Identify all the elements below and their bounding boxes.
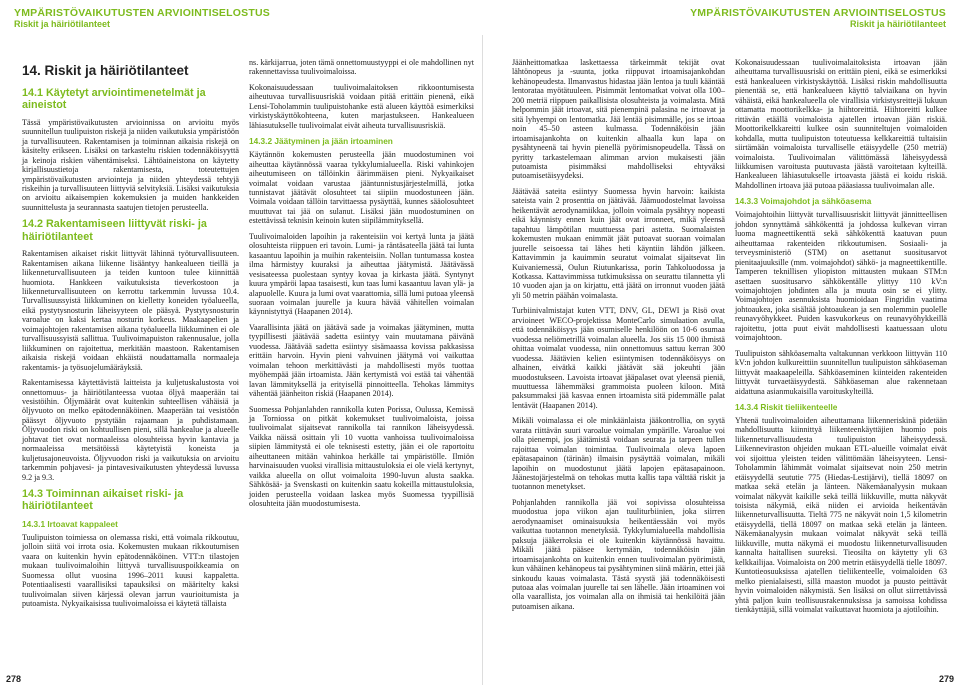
col3-paragraph-5: Pohjanlahden rannikolla jää voi sopivissa olosuhteissa muodostua jopa viikon ajan tuuliturbiinien, joka siirren aerodynaamiset ominaisuuksia heikentäessään voi myös vaikuttaa tuotannon menetyksiä. Tykkylumialueella mahdollisia paksuja jääkerroksia ei ole kuitenkin käytännössä havaittu. Mikäli jäätä pääsee kertymään, todennäköisin jään irtoamisajankohta on kuitenkin ennen tuulivoimalan pyörimistä, kun vähäinen kehänopeus tai pysähtyminen siinä määrin, ettei jää sinkoudu kauas voimalasta. Tästä syystä jää todennäköisesti putoaa alas voimalan juurelle tai sen lähelle. Jään irtoaminen voi olla vaarallista, jos voimalan alla on ihmisiä tai henkilöitä jään putoamisen aikana. [512, 497, 725, 611]
left-header-subtitle: Riskit ja häiriötilanteet [14, 19, 111, 29]
col2-paragraph-1: ns. kärkijarrua, joten tämä onnettomuustyyppi ei ole mahdollinen nyt rakennettavissa tuulivoimaloissa. [249, 58, 474, 77]
section-14-1-paragraph: Tässä ympäristövaikutusten arvioinnissa on arvioitu myös suunnitellun tuulipuiston riskejä ja niiden vaikutuksia ympäristöön ja turvallisuuteen. Rakentamisen ja toiminnan aikaisia riskejä on käsitelty erikseen. Lisäksi on tarkasteltu riskien todennäköisyyttä ja keinoja riskien vähentämiseksi. Lähtöaineistona on käytetty kirjallisuustietoja rakentamisesta, toteutettujen ympäristövaikutusten arviointeja ja niiden yhteydessä tehtyjä riskeihin ja turvallisuuteen liittyviä selvityksiä. Lisäksi vaikutuksia on arvioitu aikaisempien kokemuksien ja muiden hankkeiden suunnittelusta ja seurannasta saatujen tietojen perusteella. [22, 117, 239, 212]
col3-paragraph-3: Turbiinivalmistajat kuten VTT, DNV, GL, DEWI ja Risö ovat arvioineet WECO-projektissa MonteCarlo simulaation avulla, että todennäköisyys jään osumiselle henkilöön on 10-6 osumaa vuodessa neliömetrillä voimalan alueella. Jos siis 15 000 ihmistä ohittaa voimalat vuodessa, niin onnettomuus sattuu kerran 300 vuodessa. Jäätävien kelien esiintymisen todennäköisyys on alhainen, eivätkä kaikki jäätävät sää jokeuhti jään muodostukseen. Lavoista irtoavat jääpalaset ovat yleensä pieniä, muuttuessa lähemmäksi grammoista puoleen kiloon. Mitä paksummaksi jää kasvaa ennen irtoamista sitä pidemmälle palat lentävät (Haapanen 2014). [512, 306, 725, 410]
right-page-number: 279 [938, 674, 954, 684]
left-page-header [14, 8, 270, 30]
left-page-number: 278 [6, 674, 22, 684]
section-14-1-heading: 14.1 Käytetyt arviointimenetelmät ja aineistot [22, 87, 206, 112]
chapter-title: 14. Riskit ja häiriötilanteet [22, 63, 189, 78]
section-14-2-paragraph-2: Rakentamisessa käytettävistä laitteista ja kuljetuskalustosta voi onnettomuus- ja häiriötilanteessa vuotaa öljyä maaperään tai vesistöihin. Öljymäärät ovat kuitenkin suhteellisen vähäisiä ja öljyvuoto on melko epätodennäköinen. Maaperään tai vesistöön päässyt öljyvuoto pystytään rajaamaan ja puhdistamaan. Öljyvuodon riski on kohtuullisen pieni, sillä hankealue ja alueelle johtavat tiet ovat normaaleissa olosuhteissa hyvin kantavia ja normaaleissa metsätöissä käytetyistä koneista ja kuljetusajoneuvoista. Öljyvuodon riski ja vaikutuksia on arvioitu tarkemmin pohjavesi- ja pintavesivaikutusten yhteydessä luvussa 9.2 ja 9.3. [22, 378, 239, 482]
section-14-2-heading: 14.2 Rakentamiseen liittyvät riski- ja häiriötilanteet [22, 218, 207, 243]
col4-paragraph-1: Kokonaisuudessaan tuulivoimalaitoksista irtoavan jään aiheuttama turvallisuusriski on erittäin pieni, eikä se esimerkiksi estä hankealueen virkistyskäyttöä. Lisäksi riskin mahdollisuutta pienentää se, että hankealueen käyttö talviaikana on hyvin vähäistä, eikä hankealueella ole virallisia virkistysreittejä lukuun ottamatta moottorikelkka- ja hiihtoreittiä. Hiihtoreitti kulkee rittävän etäällä voimaloista ajatellen irtoavan jään riskiä. Moottorikelkkareitti kulkee osin suunniteltujen voimaloiden kohdalla, mutta tuulipuiston toteutuessa kelkkareittiä tultaisiin siirtämään voimaloista turvalliselle etäisyydelle (250 metriä) voimaloista. Tuulivoimalan välittömässä läheisyydessä liikkumisen varoitusta puutuvasta jäästä varoitetaan kylteillä. Hankealueen lähiasutukselle irtoavasta jäästä ei koidu riskiä. Mahdollinen irtoava jää putoaa pääasiassa tuulivoimalan alle. [735, 58, 947, 190]
section-14-3-3-heading: 14.3.3 Voimajohdot ja sähköasema [735, 196, 872, 207]
section-14-3-2-heading: 14.3.2 Jäätyminen ja jään irtoaminen [249, 136, 393, 147]
col3-paragraph-4: Mikäli voimalassa ei ole minkäänlaista jääkontrollia, on syytä varata riittävän suuri varoalue voimalan ympärille. Varoalue voi olla pienempi, jos jäätämistä voidaan seurata ja tarpeen tullen rajoittaa voimalan toimintaa. Tuulivoimala oleva lapoen epätasapainon (tärinän) ilmaisin pysäyttää voimalan, mikäli lapoihin on muodostunut jäätä lapojen epätasapainoon. Jäänestojärjestelmä on tehokas mutta kallis tapa välttää riskit ja tuotannon menetykset. [512, 416, 725, 492]
col2-paragraph-6: Suomessa Pohjanlahden rannikolla kuten Porissa, Oulussa, Kemissä ja Torniossa on pitkät kokemukset tuulivoimaloista, joissa tuulivoimalat sijaitsevat rannikolla tai rannikon läheisyydessä. Vaikka näissä osittain yli 10 vuotta vanhoissa tuulivoimaloissa siipien lämmitystä ei ole teknisesti estetty, jään ei ole raportoitu aiheuttaneen mitään vahinkoa herkälle tai ympäristölle. Ilmiön harvinaisuuden vuoksi virallisia mittaustuloksia ei ole vielä kertynyt, vaikka alueella on ollut voimaloita 1990-luvun alusta saakka. Sähkösää- ja Svenskasti on kuitenkin saatu kokeilla mittaustuloksia, joiden perusteella voidaan laskea myös Suomessa tyypillisiä olosuhteita jään muodostumisesta. [249, 404, 474, 509]
left-header-title: YMPÄRISTÖVAIKUTUSTEN ARVIOINTISELOSTUS [14, 7, 270, 19]
col2-paragraph-3: Käytännön kokemusten perusteella jään muodostuminen voi aiheuttaa käytännössä vaaraa tykkylumialueella. Riski vahinkojen aiheutumiseen on tällöinkin äärimmäisen pieni. Nykyaikaiset voimalat voidaan varustaa jääntunnistusjärjestelmillä, jotka tunnistavat jäätävät olosuhteet tai siipiin muodostuneen jään. Voimala voidaan tällöin tarvittaessa pysäyttää, kunnes sääolosuhteet muuttuvat tai jää on sulanut. Lisäksi jään muodostuminen on estettävissä teknisin keinoin kuten siipilämmityksellä. [249, 150, 474, 226]
right-header-subtitle: Riskit ja häiriötilanteet [849, 19, 946, 29]
section-14-2-paragraph-1: Rakentamisen aikaiset riskit liittyvät lähinnä työturvallisuuteen. Rakentamisen aikana liikenne lisääntyy hankealueen tieillä ja liikenneturvallisuuteen ja teiden kuntoon tulee kiinnittää huomiota. Hankkeen vaikutuksista tieverkostoon ja liikenneturvallisuuteen on kerrottu tarkemmin luvussa 10.4. Turvallisuussyistä liikkuminen on kielletty koneiden työalueella, eikä pystytysnosturin läheisyyteen ole pääsyä. Pystytysnosturin varoalue on kaksi kertaa nosturin korkeus. Maakaapelien ja voimajohtojen rakentamisen aikana työalueella liikkuminen ei ole turvallisuussyistä sallittua. Tuulivoimapuiston rakennusalue, jolla liikkuminen on rajoitettua, merkitään maastoon. Rakentamisen aikaisia riskejä voidaan ehkäistä noudattamalla normaaleja rakentamis- ja työsuojelumääräyksiä. [22, 249, 239, 372]
col3-paragraph-1: Jäänheittomatkaa laskettaessa tärkeimmät tekijät ovat lähtönopeus ja -suunta, jotka riippuvat irtoamisajankohdan kehänopeudesta. Ilmanvastus hidastaa jään lentoa ja tuuli kääntää lentorataa myötätuuleen. Pisimmät lentomatkat voivat olla 100–200 metriä riippuen paikallisista olosuhteista ja voimalasta. Mitä helpommin jäät irtoavat, sitä pienempinä palasina ne irtoavat ja sitä lyhyempi on lentomatka. Jää lentää pisimmälle, jos se irtoaa noin 45–50 asteen kulmassa. Todennäköisin jään irtoamisajankohta on kuitenkin alhaalla kun lapa on pysähtyneenä tai hyvin pienellä pyörimisnopeudella. Tässä on pyritty tarkastelemaan alimman arvion mukaisesti jään putoamista pisimmäksi mahdolliseksi ehtyväksi putoamisetäisyydeksi. [512, 58, 725, 181]
column-3 [512, 58, 725, 617]
column-1 [22, 56, 239, 614]
column-2 [249, 58, 474, 514]
right-page-header [690, 8, 946, 30]
right-header-title: YMPÄRISTÖVAIKUTUSTEN ARVIOINTISELOSTUS [690, 7, 946, 19]
page-spine-divider [482, 35, 483, 685]
col2-paragraph-2: Kokonaisuudessaan tuulivoimalaitoksen rikkoontumisesta aiheutuvaa turvallisuusriskiä voidaan pitää erittäin pienenä, eikä Lensi-Toholammin tuulipuistohanke estä alueen käyttöä esimerkiksi virkistyskäyttökohteena, kuten marjastukseen. Hankealueen lähiasutukselle tuulivoimalat eivät aiheuta turvallisuusriskiä. [249, 82, 474, 130]
col2-paragraph-5: Vaarallisinta jäätä on jäätävä sade ja voimakas jäätyminen, mutta tyypillisesti jäätävää sadetta esiintyy vain muutamana päivänä vuodessa. Jäätävää sadetta esiintyy sisämaassa kovissa pakkasissa erittäin harvoin. Hyvin pieni vahvuinen jäätymä voi vaikuttaa voimalan tehoon merkittävästi ja mahdollisesti myös tuottaa myöhempää jään irtoamista. Jään kertymistä voi estää tai vähentää lavan lämmityksellä ja erityisellä pinnoitteella. Tehokas lämmitys vähentää jäänheiton riskiä (Haapanen 2014). [249, 322, 474, 399]
section-14-3-1-paragraph: Tuulipuiston toimiessa on olemassa riski, että voimala rikkoutuu, jolloin siitä voi irrota osia. Kokemusten mukaan rikkoutumisen vaara on kuitenkin hyvin epätodennäköinen. VTT:n tilastojen mukaan tuulivoimaloihin liittyvä turvallisuuspoikkeamia on Suomessa ollut vuosina 1996–2011 kuusi kappaletta. Potentiaalisesti vaarallisiksi tapauksiksi on määritelty kaksi tuulivoimalan siiven kärjessä olevan jarrun vaurioitumista ja putoamista. Nykyaikaisissa tuulivoimaloissa ei käytetä tällaista [22, 532, 239, 609]
section-14-3-1-heading: 14.3.1 Irtoavat kappaleet [22, 518, 118, 529]
column-4 [735, 58, 947, 620]
col4-paragraph-3: Tuulipuiston sähköasemalta valtakunnan verkkoon liittyvän 110 kV:n johdon kulkureittiin suunnitellun tuulipuiston sähköaseman liittyvät maakaapeleilla. Sähköaseminen kiinteiden rakenteiden liittyvät turvaetäisyydestä. Sähköaseman alue rakennetaan aidattuna asianmukaisilla varoituskylteillä. [735, 348, 947, 396]
section-14-3-heading: 14.3 Toiminnan aikaiset riski- ja häiriötilanteet [22, 488, 184, 513]
col4-paragraph-4: Yhtenä tuulivoimaloiden aiheuttamana liikenneriskinä pidetään mahdollisuutta kiinnittyä liikenteenkäyttäjien huomio pois liikenneturvallisuudesta tuulipuiston läheisyydessä. Liikenneviraston ohjeiden mukaan ETL-alueille voimalat eivät voi sijoittua yleisten teiden välittömään läheisyyteen. Lensi-Toholammin lähimmät voimalat sijaitsevat noin 250 metrin etäisyydellä seututie 775 (Hiedas-Lestijärvi), tiellä 18097 on matkaa sekä etelän ja länteen. Näkemäanalyysin mukaan voimalat näkyvät kaikille sekä teillä liikkuville, mutta näkyvät toisista näkymiä, eikä niiden ei arvioida heikentävän liikenneturvallisuutta. Tieltä 775 ne näkyvät noin 1,5 kilometrin etäisyydellä, tiellä 18097 on matkaa sekä etelän ja länteen. Näkemäanalyysin mukaan voimalat näkyvät sekä teillä liikkuville, mutta näkymä ei muodostu liikenneturvallisuuden kannalta haitallisen suureksi. Tieosilta on käytetty yli 63 kelkkailijaa. Voimaloista on 200 metrin etäisyydellä tielle 18097. Kuntotieosuuksissa ajatellen tieliikenteelle, voimaloiden 63 melko pienialaisesti, sillä maaston muodot ja puusto peittävät hyvin voimaloiden näkymistä. Sen lisäksi on ollut siirrettävissä yhtä paljon kuin teollisuusrakennuksissa ja samoissa kohdissa tienkäyttäjiä, sillä voimalat vaikuttavat huomiota ja ajotiloihin. [735, 415, 947, 615]
col4-paragraph-2: Voimajohtoihin liittyvät turvallisuusriskit liittyvät jännitteellisen johdon synnyttämä sähkökenttä ja johdossa kulkevan virran luoma magneettikenttä sekä sähkökenttä kaatuvan puun aiheuttamaa rakenteiden rikkoutumisen. Sosiaali- ja terveysministeriö (STM) on asettanut suositusarvot pienitaajuuksille (mm. voimajohdot) sähkö- ja magneettikentille. Tamperen teknillisen yliopiston mittausten mukaan STM:n asettaen suositusarvo sähkökentälle ylittyy 110 kV:n voimajohtojen johdinten alla ja muuta osin se ei ylitty. Voimajohtojen asennuksista huomioidaan Fingridin vaatima johtoaukea, joka sisältää johtoaukean ja sen molemmin puolelle reunavyöhykkeet. Puiden kasvukorkeus on reunavyöhykkeillä rajoitettu, jotta puut eivät mahdollisesti kaatuessaan ulotu voimajohtoon. [735, 210, 947, 343]
col2-paragraph-4: Tuulivoimaloiden lapoihin ja rakenteisiin voi kertyä lunta ja jäätä olosuhteista riippuen eri tavoin. Lumi- ja räntäsateella jäätä tai lunta kasaantuu lapoihin ja muihin rakenteisiin. Nollan tuntumassa kostea ilma härmistyy kuuraksi ja aiheuttaa jäätymistä. Jäätävässä vesisateessa puolestaan syntyy kovaa ja kirkasta jäätä. Syntynyt kuura ympäröi lapaa tasaisesti, kun taas lumi kasaantuu lavan ylä- ja alapuolelle. Kuura ja lumi ovat vaarattomia, sillä lumi putoaa yleensä suoraan voimalan juurelle ja kuura hävää vähitellen voimalan käynnistyttyä (Haapanen 2014). [249, 231, 474, 317]
section-14-3-4-heading: 14.3.4 Riskit tieliikenteelle [735, 401, 838, 412]
col3-paragraph-2: Jäätävää sateita esiintyy Suomessa hyvin harvoin: kaikista sateista vain 2 prosenttia on jäätävää. Jäämuodostelmat lavoissa heikentävät aerodynamiikkaa, jolloin voimala pysähtyy nopeasti eikä käynnisty ennen kuin jäät ovat irronneet, mikä yleensä tapahtuu lämpötilan muuttuessa pari astetta. Suomalaisten kokemusten mukaan enimmät jäät putoavat suoraan voimalan juurelle seisoessa tai lähes heti käyntiin lähdön jälkeen. Kattavimmin ja kauimmin seuratut voimalat sijaitsevat Iin Kuivaniemessä, Oulun Riutunkarissa, porin Tahkoluodossa ja Kotkassa. Kattavimmissa tutkimuksissa on seurattu tilannetta yli 10 vuoden ajan ja on kirjattu, että jäätä on irronnut vuoden jäätä yli 50 metrin päähän voimalasta. [512, 186, 725, 300]
